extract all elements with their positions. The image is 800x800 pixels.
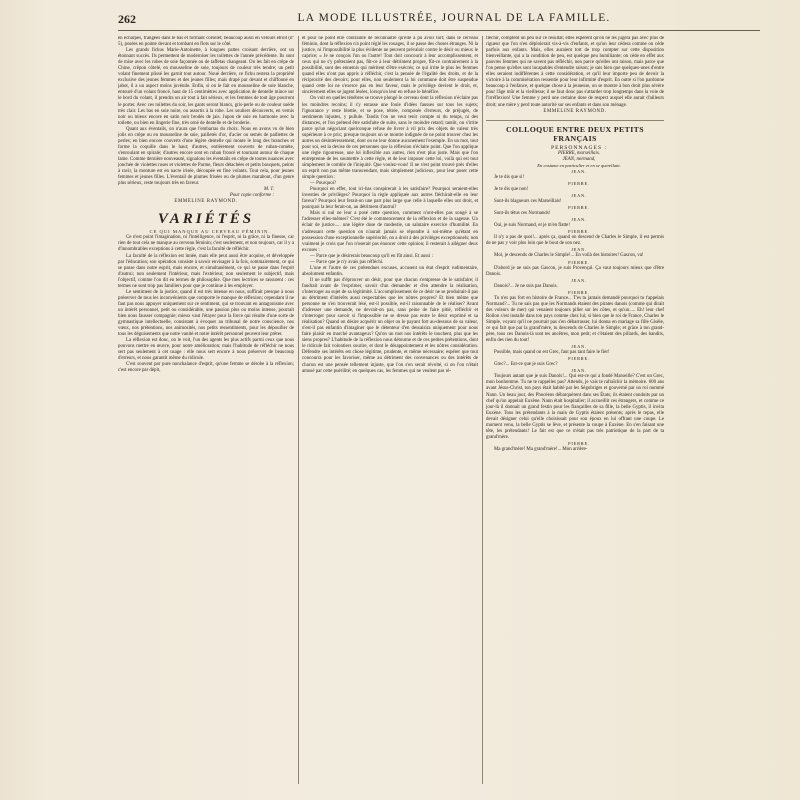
paragraph: et pour ne point être contrainte de reconnaître qu'elle a pu avoir tort; dans le cerveau féminin, dont la réflexion n'a point réglé les rouages, il se passe des choses étranges. Ni la justice, ni l'impossibilité la plus évidente ne peuvent prévaloir contre le désir ou mieux le caprice; « Je ne conçois l'un ou l'autre! Tout doit concourir à leur accomplissement, et ceux qui ne s'y prêteraient pas, fût-ce à leur détriment propre, fût-ce contrairement à la possibilité, sont des ennemis qui méritent d'être exécrés; ce qui irrite le plus les femmes quand elles n'ont pas appris à réfléchir, c'est la pensée de l'égalité des droits, et de la réciprocité des devoirs; pour elles, non seulement la loi commune doit être suspendue quand cette loi ne s'exerce pas en leur faveur, mais le privilège devient le droit, et, sincèrement elles se jugent lésées, lorsqu'on leur en refuse le bénéfice.	[302, 36, 478, 96]
section-divider	[486, 120, 664, 121]
paragraph: Pourquoi en effet, tout ici-bas conspirerait à les satisfaire? Pourquoi seraient-elles investies de privilèges? Pourquoi la règle appliquée aux autres fléchirait-elle en leur faveur? Pourquoi leur ferait-on une part plus large que celle à laquelle elles ont droit, et pourquoi la leur ferait-on, au détriment d'autrui?	[302, 187, 478, 211]
dialogue-line: Il n'y a pas de quoi!... après ça, quand on descend de Charles le Simple, il est permis de ne pas y voir plus loin que le bout de son nez.	[486, 235, 664, 247]
page-number: 262	[118, 12, 136, 26]
column-1	[118, 36, 294, 786]
speaker-pierre: PIERRE.	[568, 440, 590, 446]
paragraph: Ce n'est point l'imagination, ni l'intelligence, ni l'esprit, ni la grâce, ni la finesse, car rien de tout cela ne manque au cerveau féminin; c'est seulement, et non toujours, car il y a d'innombrables exceptions à cette règle, c'est la faculté de réfléchir.	[118, 235, 294, 253]
dialogue-line: Danois?... Je ne suis pas Danois.	[494, 283, 558, 289]
paragraph: fléchir, comptent un peu sur ce résultat; elles espèrent qu'on ne les jugera pas avec plus de rigueur que l'on n'en déploierait vis-à-vis d'enfants, et qu'on leur cédera comme on cède parfois aux enfants. Mais, elles auraient tort de trop compter sur cette disposition bienveillante, qui a la condition de peu, est quelque peu humiliante; on cède en effet aux pauvres femmes qui ne savent pas réfléchir, non parce qu'elles ont raison, mais parce que l'on pense qu'elles sont incapables d'entendre raison; je sais bien que quelques-unes d'entre elles seraient indifférentes à cette considération, et qu'il leur importe peu de devoir la victoire à la commisération ressentie pour leur infirmité d'esprit. En outre si l'on pardonne beaucoup à l'enfance, et quelque chose à la jeunesse, on se montre à bon droit plus sévère pour l'âge mûr et la vieillesse; il ne faut donc pas s'attarder trop longtemps dans la voie de l'irréflexion! Une femme y perd une certaine dose de respect auquel elle aurait d'ailleurs droit; une mère y perd toute autorité sur ses enfants et dans son ménage.	[486, 36, 664, 108]
dialogue-line: Sont-ils têtus ces Normands!	[494, 211, 551, 217]
speaker-pierre: PIERRE.	[568, 356, 590, 362]
paragraph: Le sentiment de la justice, quand il est très intense en nous, suffirait presque à nous préserver de tous les inconvénients que comporte le manque de réflexion; cependant il ne faut pas nous appuyer uniquement sur ce sentiment, qui se trouvant en antagonisme avec un intérêt personnel, petit ou considérable, une passion plus ou moins intense, pourrait bien nous fausser compagnie; mieux vaut l'étayer pour la force qui résulte d'une sorte de gymnastique intellectuelle, consistant à évoquer au tribunal de notre conscience, nos vœux, nos prétentions, nos animosités, nos petits ressentiments, pour les dépouiller de tous les déguisements que notre vanité et notre intérêt personnel peuvent leur prêter.	[118, 289, 294, 338]
paragraph: C'est souvent par pure nonchalance d'esprit, qu'une femme se dérobe à la réflexion; c'est encore par dépit,	[118, 362, 294, 374]
speaker-jean: JEAN.	[571, 247, 587, 253]
speaker-pierre: PIERRE.	[568, 229, 590, 235]
stage-direction: En costume en particulier et en se querellant.	[537, 162, 621, 168]
dialogue-line: Sont-ils blagueurs ces Marseillais!	[494, 199, 562, 205]
dialogue-line: — Parce que je désirerais beaucoup qu'il en fût ainsi. Et aussi :	[310, 253, 433, 259]
column-2	[302, 36, 478, 786]
dialogue-line: Possible, mais quand on est Grec, faut pas tant faire le fier!	[494, 350, 610, 356]
speaker-jean: JEAN.	[571, 344, 587, 350]
speaker-pierre: PIERRE.	[568, 289, 590, 295]
paragraph: Il ne suffit pas d'éprouver un désir, pour que chacun s'empresse de le satisfaire; il faudrait avant de l'exprimer, savoir d'un demander et d'en attendre la réalisation, s'interroger au sujet de sa légitimité. L'accomplissement de ce désir ne se produirait-il pas au détriment d'intérêts aussi respectables que les nôtres propres? Et bien même que personne ne s'en trouverait lésé, est-il possible, est-il raisonnable de le réaliser? Avant d'adresser une demande, ne devrait-on pas, sans peine de faire pitié, réfléchir et s'interroger pour savoir si l'impossible ne se dresse pas entre le désir exprimé et sa réalisation? Quand on désire acquérir un objet ou le payant fort au-dessous de sa valeur, n'est-il pas enfantin d'imaginer que le détenteur d'en dessaisira uniquement pour nous faire plaisir en marché avantageux? Qu'on un mot nos intérêts le touchent, plus que les siens propres? L'habitude de la réflexion nous détourne et de ces petites prétentions, dont le ridicule fait volontiers sourire, et dont le désappointement et les nôtres considération. Défendre ses intérêts est chose légitime, prudente, et même nécessaire; espérer que tout concourra pour les favoriser, même au détriment des convenances ou des intérêts de chacun est une pensée tellement injuste, que l'on s'en serait révolté, si on l'on n'était amusé par cette puérilité; en quelques cas, les femmes qui ne veulent pas ré-	[302, 277, 478, 374]
section-title: VARIÉTÉS	[157, 211, 255, 228]
paragraph: La réflexion est donc, on le voit, l'un des agents les plus actifs parmi ceux que nous pouvons mettre en œuvre, pour notre amélioration; mais l'habitude de réfléchir ne nous sert pas seulement à cet usage : elle nous sert encore à nous préserver de beaucoup d'erreurs, et nous garantit même du ridicule.	[118, 338, 294, 362]
journal-title: LA MODE ILLUSTRÉE, JOURNAL DE LA FAMILLE.	[297, 12, 611, 24]
paragraph: Mais si nul ne leur a posé cette question, comment n'ont-elles pas songé à se l'adresser elles-mêmes? C'est été le commencement de la réflexion et de la sagesse. Un éclair de justice..... une légère dose de modestie, un salutaire exercice d'humilité. En s'adressant cette question on n'aurait jamais se répondre à soi-même qu'étant en possession d'une exceptionnelle supériorité, on a droit à des privilèges exceptionnels; non vraiment je crois que l'on n'oserait pas énoncer cette opinion; il resterait à alléguer deux excuses :	[302, 211, 478, 253]
dialogue-line: Je te dis que si!	[494, 174, 525, 180]
author-signature: EMMELINE RAYMOND.	[174, 199, 238, 205]
speaker-jean: JEAN.	[571, 368, 587, 374]
dialogue-title: COLLOQUE ENTRE DEUX PETITS FRANÇAIS	[506, 124, 644, 143]
dialogue-line: Toujours autant que je suis Danois!... Qui est-ce qui a fondé Marseille? C'est un Grec, mon bonhomme. Tu ne te rappelles pas? Attends, je vais te rafraîchir la mémoire. 600 ans avant Jésus-Christ, ton pays était habité par les Ségobriges et gouverné par un roi nommé Nann. Un beau jour, des Phocéens débarquèrent dans ses États; ils étaient conduits par un chef qu'on appelait Euxène. Nann était hospitalier; il accueillit ces étrangers, et comme ce jour-là il donnait un grand festin pour les fiançailles de sa fille, la belle Gyptis, il invita Euxène. Tous les prétendants à la main de Gyptis étaient présents; après le repas, elle devait désigner celui qu'elle choisissait pour son époux en lui offrant une coupe. Le moment venu, la belle Gyptis se lève, et présente la coupe à Euxène. En s'en faisant une tête, les prétendants! Le fait est que ce n'était pas très patriotique de la part de ta grand'mère.	[486, 374, 664, 440]
character-pierre: PIERRE, marseillais.	[558, 150, 600, 156]
speaker-pierre: PIERRE.	[568, 259, 590, 265]
dialogue-line: Tu n'es pas fort en histoire de France... T'es tu jamais demandé pourquoi tu t'appelais Normand?... Tu ne sais pas que les Normands étaient des pirates danois (comme qui dirait des voleurs de mer) qui venaient toujours piller sur les côtes, et qu'un..... Eh! leur chef Rollon s'est installé dans ton pays comme chez lui; si bien que le roi de France, Charles le Simple, voyant qu'il ne pourrait pas s'en débarrasser, lui donna en mariage sa fille Gisèle, ce qui fait que par la grand'mère, tu descends de Charles le Simple; et grâce à ton grand-père, tous ces Danois-là sont tes ancêtres, mon petit; et c'étaient des pillards, des bandits, enfin des rien du tout!	[486, 295, 664, 344]
section-subtitle: CE QUI MANQUE AU CERVEAU FÉMININ.	[149, 229, 271, 235]
speaker-jean: JEAN.	[571, 217, 587, 223]
column-divider	[298, 36, 299, 784]
copy-note: Pour copie conforme :	[229, 193, 274, 199]
paragraph: La faculté de la réflexion est innée, mais elle peut aussi être acquise, et développée par l'éducation; son opération consiste à savoir envisager à la fois, sommairement, ce qui se passe dans notre esprit, mais encore, et simultanément, ce qui se passe dans l'esprit d'autrui; non seulement l'intérieur, mais l'extérieur, non seulement le subjectif, mais l'objectif, comme l'on dit en termes de philosophie. Que mes lectrices se rassurent : ces termes ne sont trop pas familiers pour que je continue à les employer.	[118, 253, 294, 289]
character-jean: JEAN, normand,	[562, 156, 596, 162]
speaker-pierre: PIERRE.	[568, 180, 590, 186]
author-signature: EMMELINE RAYMOND.	[543, 108, 607, 114]
characters-label: PERSONNAGES :	[550, 144, 608, 151]
dialogue-line: Oui, je suis Normand, et je m'en flatte!	[494, 223, 570, 229]
paragraph: Quant aux éventails, on n'aura que l'embarras du choix. Nous en avons vu de bien jolis en crêpe ou en mousseline de soie, pailletés d'or, d'acier ou semés de paillettes de perles; en bien encore couverts d'une légère dentelle qui monte le long des branches et forme la coquille dans le haut; d'autres, entièrement couverts de ruban-comète, s'enroulant en spirale; d'autres encore sont en ruban froncé et tournant autour de chaque lame. Comme dernière nouveauté, signalons les éventails en crêpe de toutes nuances avec jonchée de violettes roses et violettes de Parme, fleurs détachées et petits bouquets, peints à ravir, la monture est en nacre irisée, découpée en fine volants. Tout cela, pour jeunes femmes et jeunes filles. L'éventail de plumes frisées ou de plumes marabout, d'un genre plus sérieux, reste toujours très en faveur.	[118, 126, 294, 187]
dialogue-line: — Parce que je n'y avais pas réfléchi.	[310, 259, 384, 265]
paragraph: L'une et l'autre de ces prétendues excuses, accusent un état d'esprit rudimentaire, absolument enfantin.	[302, 265, 478, 277]
speaker-jean: JEAN.	[571, 168, 587, 174]
page-header	[118, 12, 760, 31]
speaker-pierre: PIERRE.	[568, 205, 590, 211]
dialogue-line: D'abord je ne suis pas Gascon, je suis Provençal. Ça vaut toujours mieux que d'être Danois.	[486, 265, 664, 277]
column-divider	[482, 36, 483, 784]
dialogue-line: — Pourquoi?	[310, 181, 337, 187]
dialogue-line: Ma grand'mère! Ma grand'mère!... Mon arrière-	[494, 446, 588, 452]
author-initials: M. T.	[263, 187, 274, 193]
dialogue-line: Moi, je descends de Charles le Simple!... En voilà des histoires! Gascon, va!	[494, 253, 644, 259]
dialogue-line: Je te dis que non!	[494, 186, 529, 192]
dialogue-line: Grec?... Est-ce que je suis Grec?	[494, 362, 558, 368]
column-3	[486, 36, 664, 786]
speaker-jean: JEAN.	[571, 277, 587, 283]
paragraph: Les grands fichus Marie-Antoinette, à longues pattes croisant derrière, ont un étonnant succès. Ils permettent de moderniser les toilettes de l'année précédente. Ils sont de mise avec les robes de soie façonnée ou de taffetas changeant. On les fait en crêpe de Chine, crêpon côtelé, en mousseline de soie, toujours de couleur très tendre; un petit volant finement plissé les garnit tout autour. Noué derrière, ce fichu restera la propriété exclusive des jeunes femmes et des jeunes filles; mais drapé par devant et chiffonné en jabot, il a un aspect moins juvénile. Enfin, si on le fait en mousseline de soie blanche, entouré d'un volant froncé, haut de 15 centimètres avec application de dentelle mince sur le bord du volant, il prendra un air tout à fait sérieux, et les femmes de tout âge pourront le porter. Avec ces toilettes du soir, les gants seront blancs, gris-perle ou de couleur suède très clair. Les bas en soie noire, ou assortis à la robe. Les souliers découverts, en vernis noir ou mieux encore en satin noir brodés de jais. Jupon de soie en harmonie avec la toilette, ou bien en lingerie fine, très orné de dentelle et de broderie.	[118, 48, 294, 126]
speaker-jean: JEAN.	[571, 192, 587, 198]
paragraph: On voit en quelles ténèbres se trouve plongé le cerveau dont la réflexion n'éclaire pas les moindres recoins; il s'y entasse une foule d'idées fausses sur tous les sujets; l'ignorance y reste blottie, et se pose, tétrée, composée d'erreurs, de préjugés, de sentiments injustes, y pullule. Tandis l'on ne veut tenir compte ni du temps, ni des distances, et l'on prétend être satisfaite de suite, sans le moindre retard; tantôt, on s'irrite parce qu'un négociant quelconque refuse de livrer à vil prix des objets de valeur très supérieure à ce prix; presque toujours on se montre indignée de ne point trouver chez les autres un désintéressement, dont on ne leur donne aucunement l'exemple. En un mot, tout pour soi, est la devise de ces personnes que la réflexion n'éclaire point. Que l'on applique une règle rigoureuse, une loi inflexible aux autres, rien n'est plus juste. Mais que l'on entreprenne de les soumettre à cette règle, et de leur imposer cette loi, voilà qui est tout simplement le comble de l'iniquité. Que voulez-vous! Il ne s'est point trouvé près d'elles un esprit non pas même transcendant, mais simplement judicieux, pour leur poser cette simple question :	[302, 96, 478, 181]
paragraph: en écharpes, frangées dans le bas et formant corselet; beaucoup aussi en velours étroit (nº 5), posées en pointe devant et tombant en flots sur le côté.	[118, 36, 294, 48]
